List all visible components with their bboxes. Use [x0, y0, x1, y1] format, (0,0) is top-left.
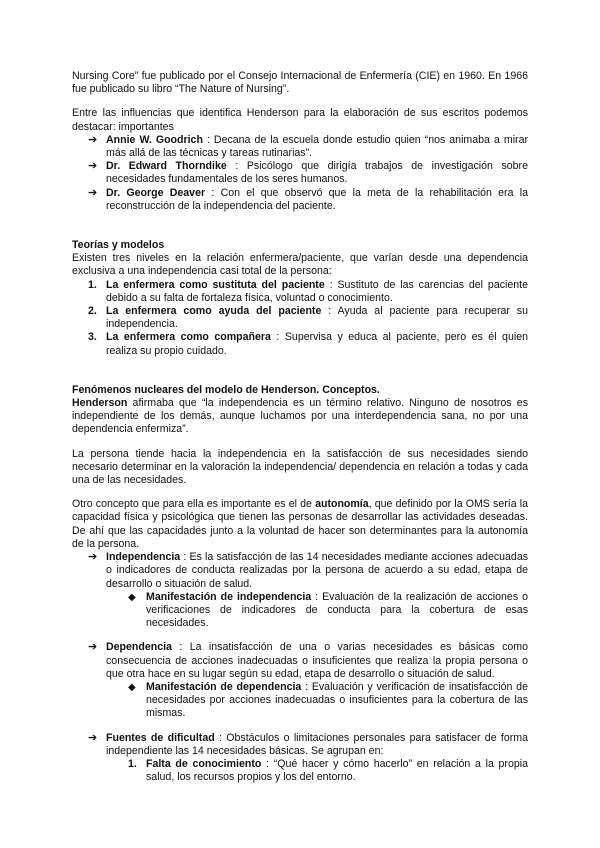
influence-name: Annie W. Goodrich: [106, 133, 203, 146]
theory-name: La enfermera como sustituta del paciente: [106, 278, 325, 291]
concept-item-fuentes-de-dificultad: [88, 732, 528, 758]
item-number: 1.: [88, 278, 97, 291]
concept-name: Fuentes de dificultad: [106, 731, 215, 744]
influence-name: Dr. George Deaver: [106, 186, 206, 199]
arrow-icon: ➔: [88, 551, 98, 564]
difficulty-name: Falta de conocimiento: [146, 757, 262, 770]
sub-concept-text: : Evaluación de la realización de acciones o verificaciones de indicadores de conducta para la cobertura de esas necesidades.: [146, 590, 529, 630]
theory-text: : Supervisa y educa al paciente, pero es él quien realiza su propio cuidado.: [106, 331, 528, 357]
henderson-quote-paragraph: [72, 397, 528, 437]
sub-concept-name: Manifestación de dependencia: [146, 680, 302, 693]
concept-item-dependencia: [88, 641, 528, 681]
influence-item: [88, 187, 528, 213]
difficulty-item: [128, 758, 528, 784]
influence-item: [88, 134, 528, 160]
concept-name: Independencia: [106, 551, 181, 564]
concept-text: : La insatisfacción de una o varias necesidades es básicas como consecuencia de acciones inadecuadas o insuficientes que realiza la propia persona o que otra hace en su lugar según su edad, etapa de desarrollo o situación de salud.: [106, 641, 528, 680]
sub-concept-item: [128, 681, 528, 721]
autonomy-pre: Otro concepto que para ella es importante es el de: [72, 498, 316, 511]
concept-text: : Obstáculos o limitaciones personales para satisfacer de forma independiente las 14 necesidades básicas. Se agrupan en:: [106, 731, 528, 757]
concept-text: : Es la satisfacción de las 14 necesidades mediante acciones adecuadas o indicadores de conducta realizadas por la persona de acuerdo a su edad, etapa de desarrollo o situación de salud.: [106, 551, 529, 590]
theory-name: La enfermera como compañera: [106, 331, 271, 344]
autonomy-post: , que definido por la OMS sería la capacidad física y psicológica que tienen las personas de desarrollar las actividades deseadas. De ahí que las capacidades junto a la voluntad de hacer son determinantes para la autonomía de la persona.: [72, 498, 528, 550]
autonomy-term: autonomía: [315, 498, 369, 511]
influences-intro: Entre las influencias que identifica Henderson para la elaboración de sus escritos podemos destacar: importantes: [72, 107, 528, 133]
theory-item: [88, 279, 528, 305]
arrow-icon: ➔: [88, 186, 98, 199]
influence-text: : Decana de la escuela donde estudio quien “nos animaba a mirar más allá de las técnicas y tareas rutinarias”.: [106, 133, 528, 160]
diamond-bullet-icon: ◆: [128, 591, 136, 603]
henderson-quote: afirmaba que “la independencia es un término relativo. Ninguno de nosotros es independiente de los demás, aunque luchamos por una interdependencia sana, no por una dependencia enfermiza”.: [72, 397, 528, 436]
influence-name: Dr. Edward Thorndike: [106, 160, 227, 173]
diamond-bullet-icon: ◆: [128, 681, 136, 693]
section-heading-theories: Teorías y modelos: [72, 239, 165, 252]
theory-text: : Ayuda al paciente para recuperar su independencia.: [106, 305, 528, 331]
theory-item: [88, 331, 528, 357]
intro-paragraph: Nursing Core” fue publicado por el Consejo Internacional de Enfermería (CIE) en 1960. En 1966 fue publicado su libro “The Nature of Nursing”.: [72, 70, 528, 96]
arrow-icon: ➔: [88, 731, 98, 744]
person-paragraph: La persona tiende hacia la independencia en la satisfacción de sus necesidades siendo necesario determinar en la valoración la independencia/ dependencia en relación a todas y cada una de las necesidades.: [72, 447, 528, 487]
theory-item: [88, 305, 528, 331]
sub-concept-text: : Evaluación y verificación de insatisfacción de necesidades por acciones inadecuadas o insuficientes para la cobertura de las mismas.: [146, 680, 528, 720]
autonomy-paragraph: [72, 498, 528, 551]
arrow-icon: ➔: [88, 133, 98, 146]
theory-text: : Sustituto de las carencias del paciente debido a su falta de fortaleza física, voluntad o conocimiento.: [106, 278, 528, 304]
sub-concept-name: Manifestación de independencia: [146, 590, 312, 603]
difficulty-text: : “Qué hacer y cómo hacerlo” en relación a la propia salud, los recursos propios y los del entorno.: [146, 757, 528, 784]
concept-item-independencia: [88, 551, 528, 591]
arrow-icon: ➔: [88, 641, 98, 654]
arrow-icon: ➔: [88, 160, 98, 173]
theory-name: La enfermera como ayuda del paciente: [106, 305, 322, 318]
sub-concept-item: [128, 591, 528, 631]
influence-item: [88, 160, 528, 186]
item-number: 3.: [88, 331, 97, 344]
item-number: 1.: [128, 757, 137, 770]
item-number: 2.: [88, 305, 97, 318]
theories-intro: Existen tres niveles en la relación enfermera/paciente, que varían desde una dependencia exclusiva a una independencia casi total de la persona:: [72, 252, 528, 278]
document-page: [72, 70, 528, 784]
influence-text: : Con el que observó que la meta de la rehabilitación era la reconstrucción de la independencia del paciente.: [106, 186, 528, 212]
henderson-name: Henderson: [72, 397, 128, 410]
concept-name: Dependencia: [106, 641, 172, 654]
influence-text: : Psicólogo que dirigía trabajos de investigación sobre necesidades fundamentales de los seres humanos.: [106, 160, 528, 186]
section-heading-phenomena: Fenómenos nucleares del modelo de Henderson. Conceptos.: [72, 383, 380, 396]
